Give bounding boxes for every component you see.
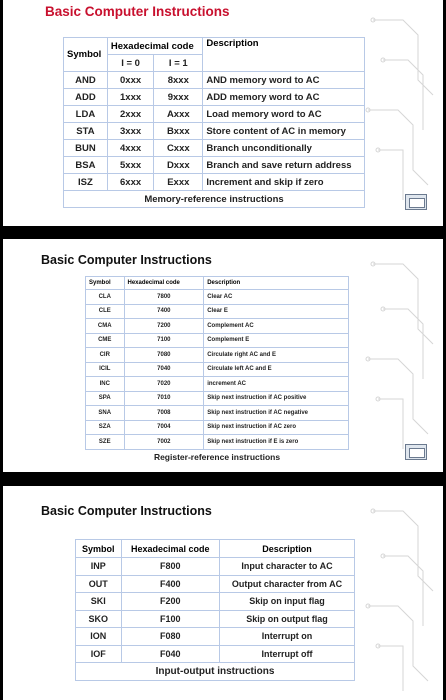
col-hex: Hexadecimal code: [107, 38, 202, 55]
desc-cell: Store content of AC in memory: [203, 123, 365, 140]
slide-view-icon[interactable]: [405, 194, 427, 210]
desc-cell: Complement E: [204, 333, 349, 348]
desc-cell: Interrupt off: [220, 645, 355, 663]
table-row: [76, 593, 355, 611]
table-row: [76, 610, 355, 628]
hex-i0-cell: 6xxx: [107, 174, 153, 191]
hex-cell: F200: [121, 593, 220, 611]
symbol-cell: INP: [76, 558, 122, 576]
col-symbol: Symbol: [86, 277, 125, 290]
hex-i1-cell: 9xxx: [154, 89, 203, 106]
hex-cell: 7008: [124, 406, 204, 421]
slide-title: Basic Computer Instructions: [45, 4, 230, 19]
hex-i0-cell: 5xxx: [107, 157, 153, 174]
col-desc: Description: [220, 540, 355, 558]
table-row: [86, 348, 349, 363]
table-row: [86, 420, 349, 435]
hex-i0-cell: 3xxx: [107, 123, 153, 140]
hex-i0-cell: 1xxx: [107, 89, 153, 106]
symbol-cell: LDA: [64, 106, 108, 123]
table-row: [86, 406, 349, 421]
hex-cell: F400: [121, 575, 220, 593]
slide-register-reference: [3, 239, 443, 472]
hex-cell: 7400: [124, 304, 204, 319]
symbol-cell: CIR: [86, 348, 125, 363]
table-row: [86, 377, 349, 392]
table-row: [86, 435, 349, 450]
register-reference-table: [85, 276, 349, 464]
symbol-cell: STA: [64, 123, 108, 140]
table-row: [86, 290, 349, 305]
desc-cell: increment AC: [204, 377, 349, 392]
table-footer: Memory-reference instructions: [64, 191, 365, 208]
desc-cell: Skip next instruction if AC negative: [204, 406, 349, 421]
col-symbol: Symbol: [64, 38, 108, 72]
circuit-decoration: [363, 0, 443, 226]
memory-reference-table: [63, 37, 365, 208]
hex-i1-cell: Dxxx: [154, 157, 203, 174]
table-row: [86, 362, 349, 377]
hex-cell: F040: [121, 645, 220, 663]
hex-cell: F080: [121, 628, 220, 646]
hex-cell: 7040: [124, 362, 204, 377]
col-hex: Hexadecimal code: [121, 540, 220, 558]
desc-cell: Output character from AC: [220, 575, 355, 593]
table-row: [76, 628, 355, 646]
table-row: [76, 575, 355, 593]
table-row: [64, 123, 365, 140]
hex-i1-cell: Exxx: [154, 174, 203, 191]
hex-i0-cell: 2xxx: [107, 106, 153, 123]
symbol-cell: ICIL: [86, 362, 125, 377]
slide-title: Basic Computer Instructions: [41, 504, 212, 518]
col-desc: Description: [203, 38, 365, 72]
hex-cell: F100: [121, 610, 220, 628]
col-hex: Hexadecimal code: [124, 277, 204, 290]
hex-i0-cell: 4xxx: [107, 140, 153, 157]
symbol-cell: CLA: [86, 290, 125, 305]
desc-cell: ADD memory word to AC: [203, 89, 365, 106]
col-i0: I = 0: [107, 55, 153, 72]
desc-cell: Increment and skip if zero: [203, 174, 365, 191]
hex-cell: 7200: [124, 319, 204, 334]
desc-cell: Load memory word to AC: [203, 106, 365, 123]
table-row: [86, 391, 349, 406]
symbol-cell: CLE: [86, 304, 125, 319]
symbol-cell: CMA: [86, 319, 125, 334]
table-row: [64, 174, 365, 191]
circuit-decoration: [363, 486, 443, 700]
desc-cell: AND memory word to AC: [203, 72, 365, 89]
table-row: [64, 106, 365, 123]
symbol-cell: SPA: [86, 391, 125, 406]
hex-cell: 7004: [124, 420, 204, 435]
desc-cell: Branch unconditionally: [203, 140, 365, 157]
hex-i1-cell: Axxx: [154, 106, 203, 123]
symbol-cell: BUN: [64, 140, 108, 157]
hex-cell: 7100: [124, 333, 204, 348]
hex-cell: F800: [121, 558, 220, 576]
symbol-cell: ADD: [64, 89, 108, 106]
slide-input-output: [3, 486, 443, 700]
slide-view-icon[interactable]: [405, 444, 427, 460]
col-i1: I = 1: [154, 55, 203, 72]
circuit-decoration: [363, 239, 443, 472]
col-symbol: Symbol: [76, 540, 122, 558]
desc-cell: Skip on output flag: [220, 610, 355, 628]
hex-cell: 7020: [124, 377, 204, 392]
symbol-cell: BSA: [64, 157, 108, 174]
symbol-cell: SKO: [76, 610, 122, 628]
hex-cell: 7010: [124, 391, 204, 406]
symbol-cell: ISZ: [64, 174, 108, 191]
symbol-cell: ION: [76, 628, 122, 646]
hex-i0-cell: 0xxx: [107, 72, 153, 89]
symbol-cell: AND: [64, 72, 108, 89]
symbol-cell: SZA: [86, 420, 125, 435]
table-row: [76, 645, 355, 663]
desc-cell: Interrupt on: [220, 628, 355, 646]
table-footer: Input-output instructions: [76, 663, 355, 681]
desc-cell: Branch and save return address: [203, 157, 365, 174]
slide-memory-reference: [3, 0, 443, 226]
hex-i1-cell: 8xxx: [154, 72, 203, 89]
symbol-cell: SZE: [86, 435, 125, 450]
table-row: [76, 558, 355, 576]
table-row: [64, 72, 365, 89]
desc-cell: Skip on input flag: [220, 593, 355, 611]
symbol-cell: IOF: [76, 645, 122, 663]
symbol-cell: SKI: [76, 593, 122, 611]
input-output-table: [75, 539, 355, 681]
desc-cell: Skip next instruction if AC zero: [204, 420, 349, 435]
desc-cell: Complement AC: [204, 319, 349, 334]
hex-i1-cell: Cxxx: [154, 140, 203, 157]
symbol-cell: INC: [86, 377, 125, 392]
hex-cell: 7800: [124, 290, 204, 305]
slide-title: Basic Computer Instructions: [41, 253, 212, 267]
table-footer: Register-reference instructions: [86, 449, 349, 464]
desc-cell: Clear E: [204, 304, 349, 319]
desc-cell: Circulate left AC and E: [204, 362, 349, 377]
table-row: [64, 157, 365, 174]
table-row: [86, 319, 349, 334]
symbol-cell: OUT: [76, 575, 122, 593]
desc-cell: Input character to AC: [220, 558, 355, 576]
table-row: [64, 140, 365, 157]
hex-cell: 7002: [124, 435, 204, 450]
desc-cell: Clear AC: [204, 290, 349, 305]
table-row: [64, 89, 365, 106]
symbol-cell: CME: [86, 333, 125, 348]
hex-i1-cell: Bxxx: [154, 123, 203, 140]
table-row: [86, 333, 349, 348]
col-desc: Description: [204, 277, 349, 290]
desc-cell: Circulate right AC and E: [204, 348, 349, 363]
symbol-cell: SNA: [86, 406, 125, 421]
hex-cell: 7080: [124, 348, 204, 363]
desc-cell: Skip next instruction if AC positive: [204, 391, 349, 406]
table-row: [86, 304, 349, 319]
desc-cell: Skip next instruction if E is zero: [204, 435, 349, 450]
